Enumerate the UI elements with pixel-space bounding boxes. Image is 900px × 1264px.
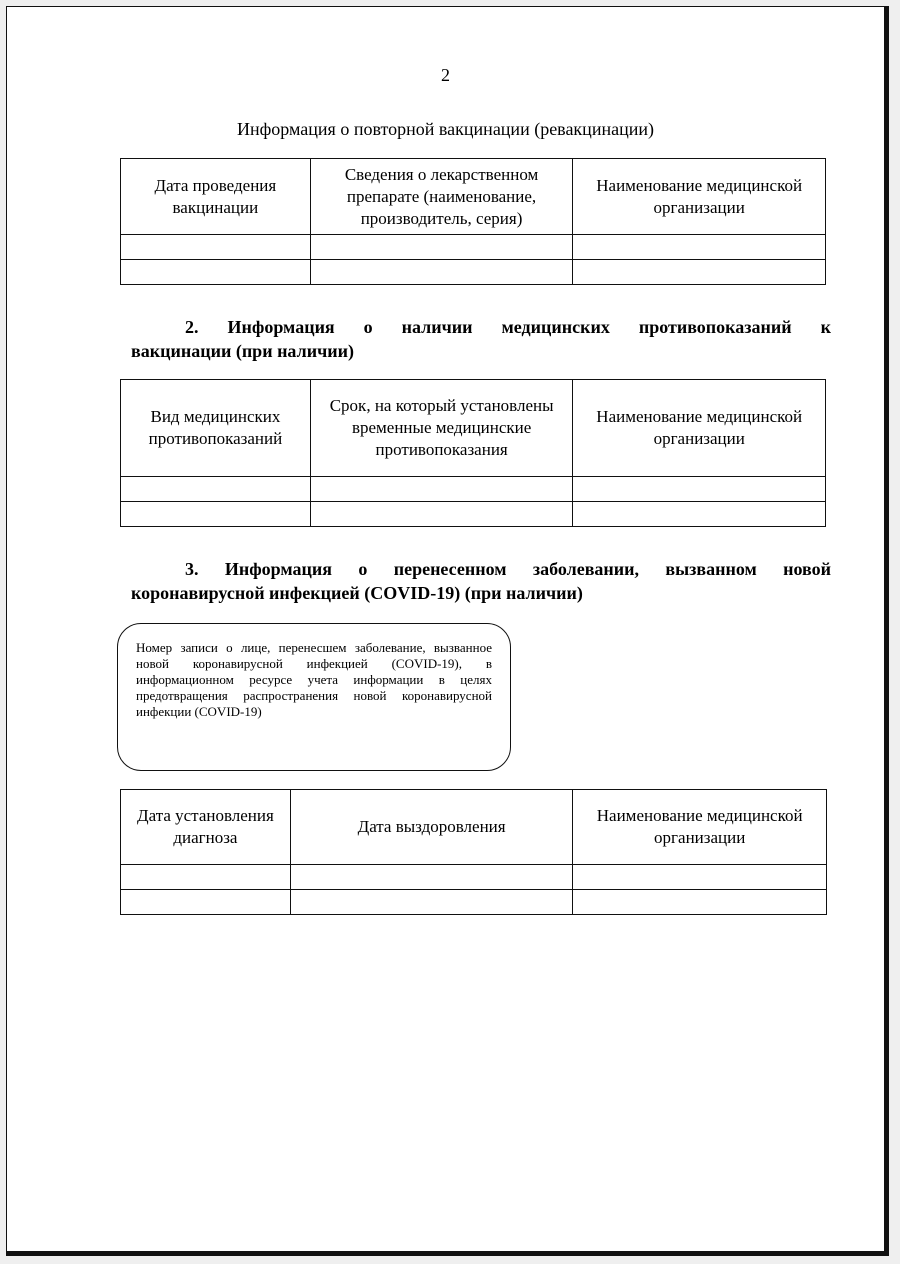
empty-cell — [310, 235, 573, 260]
contraindications-table — [120, 379, 826, 527]
section-3-heading-line1: 3. Информация о перенесенном заболевании, вызванном новой — [185, 559, 831, 579]
empty-cell — [121, 477, 311, 502]
header-cell: Наименование медицинской организации — [573, 380, 826, 477]
table-header-row — [121, 380, 826, 477]
table-header-row — [121, 159, 826, 235]
empty-cell — [290, 865, 573, 890]
empty-cell — [121, 502, 311, 527]
empty-cell — [573, 477, 826, 502]
header-cell: Дата выздоровления — [290, 790, 573, 865]
section-2-heading-line1: 2. Информация о наличии медицинских противопоказаний к — [185, 317, 831, 337]
header-cell: Дата проведения вакцинации — [121, 159, 311, 235]
header-cell: Сведения о лекарственном препарате (наименование, производитель, серия) — [310, 159, 573, 235]
empty-cell — [121, 235, 311, 260]
table-row — [121, 890, 827, 915]
document-page — [6, 6, 889, 1256]
revaccination-title: Информация о повторной вакцинации (ревакцинации) — [237, 119, 654, 139]
empty-cell — [573, 260, 826, 285]
empty-cell — [310, 477, 573, 502]
covid-record-number-box: Номер записи о лице, перенесшем заболевание, вызванное новой коронавирусной инфекцией (COVID-19), в информационном ресурсе учета информации в целях предотвращения распространения новой коронавирусной инфекции (COVID-19) — [117, 623, 511, 771]
table-row — [121, 477, 826, 502]
empty-cell — [310, 502, 573, 527]
table-header-row — [121, 790, 827, 865]
empty-cell — [121, 890, 291, 915]
table-row — [121, 235, 826, 260]
empty-cell — [121, 260, 311, 285]
table-row — [121, 865, 827, 890]
header-cell: Срок, на который установлены временные медицинские противопоказания — [310, 380, 573, 477]
empty-cell — [573, 235, 826, 260]
section-3-heading — [131, 557, 831, 605]
table-row — [121, 502, 826, 527]
empty-cell — [310, 260, 573, 285]
revaccination-table — [120, 158, 826, 285]
empty-cell — [121, 865, 291, 890]
table-row — [121, 260, 826, 285]
section-2-heading-line2: вакцинации (при наличии) — [131, 341, 354, 361]
empty-cell — [573, 890, 827, 915]
header-cell: Вид медицинских противопоказаний — [121, 380, 311, 477]
empty-cell — [573, 865, 827, 890]
section-3-heading-line2: коронавирусной инфекцией (COVID-19) (при наличии) — [131, 583, 583, 603]
page-number: 2 — [441, 65, 450, 85]
header-cell: Наименование медицинской организации — [573, 790, 827, 865]
section-2-heading — [131, 315, 831, 363]
header-cell: Наименование медицинской организации — [573, 159, 826, 235]
empty-cell — [573, 502, 826, 527]
covid-illness-table — [120, 789, 827, 915]
empty-cell — [290, 890, 573, 915]
header-cell: Дата установления диагноза — [121, 790, 291, 865]
